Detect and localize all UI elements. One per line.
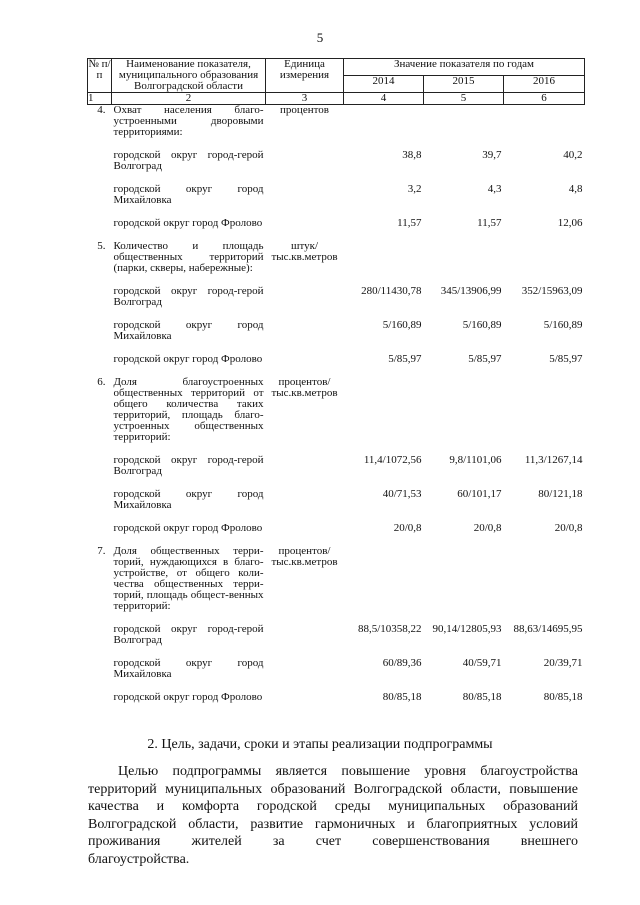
empty-cell [266,320,344,342]
column-number: 5 [424,93,504,105]
empty-cell [424,546,504,612]
value-cell: 88,5/10358,22 [357,623,422,635]
value-cell: 11,3/1267,14 [524,454,583,466]
municipality-row [88,523,585,534]
value-cell: 60/101,17 [457,488,502,500]
empty-cell [504,241,585,274]
municipality-row [88,455,585,477]
municipality-name: городской округ город Михайловка [113,183,264,206]
value-cell: 20/0,8 [393,522,422,534]
municipality-row [88,320,585,342]
value-cell: 80/85,18 [462,691,502,703]
empty-cell [424,105,504,139]
empty-cell [266,184,344,206]
paragraph-line: проживания жителей за счет совершенствования внешнего [88,834,578,850]
empty-cell [88,218,112,229]
value-cell: 5/85,97 [549,353,583,365]
value-cell: 20/0,8 [473,522,502,534]
empty-cell [266,523,344,534]
value-cell: 3,2 [407,183,422,195]
indicator-row [88,105,585,139]
value-cell: 352/15963,09 [521,285,583,297]
page-number: 5 [316,30,324,45]
empty-cell [344,546,424,612]
municipality-row [88,489,585,511]
municipality-row [88,184,585,206]
indicators-table [87,58,585,715]
indicator-number: 4. [97,104,106,116]
value-cell: 88,63/14695,95 [513,623,583,635]
paragraph-line: Волгоградской области, развитие гармоничных и благоприятных условий [88,816,578,832]
value-cell: 90,14/12805,93 [432,623,502,635]
header-year: 2014 [344,76,424,93]
indicator-unit: штук/ тыс.кв.метров [271,240,338,263]
empty-cell [266,286,344,308]
goal-paragraph [88,763,578,869]
empty-cell [266,354,344,365]
municipality-name: городской округ город Фролово [113,353,263,365]
indicator-name: Доля благоустроенных общественных территорий от общего количества таких территорий, площадь благо-устроенных общественных территорий: [113,376,264,443]
municipality-name: городской округ город Фролово [113,691,263,703]
row-spacer [88,703,585,715]
empty-cell [504,546,585,612]
municipality-row [88,658,585,680]
indicator-unit: процентов [280,104,329,116]
header-name: Наименование показателя, муниципального образования Волгоградской области [112,59,266,93]
empty-cell [88,286,112,308]
empty-cell [88,354,112,365]
indicator-name: Доля общественных терри-торий, нуждающихся в благо-устройстве, от общего коли-чества общественных терри-торий, площадь общест-венных территорий: [113,545,264,612]
value-cell: 40/59,71 [462,657,502,669]
value-cell: 280/11430,78 [361,285,422,297]
empty-cell [266,658,344,680]
value-cell: 20/0,8 [554,522,583,534]
value-cell: 40/71,53 [382,488,422,500]
value-cell: 11,57 [477,217,502,229]
municipality-name: городской округ город-герой Волгоград [113,454,264,477]
value-cell: 20/39,71 [543,657,583,669]
municipality-name: городской округ город Фролово [113,217,263,229]
empty-cell [266,489,344,511]
empty-cell [88,184,112,206]
value-cell: 80/121,18 [538,488,583,500]
section-heading: 2. Цель, задачи, сроки и этапы реализации подпрограммы [147,737,493,752]
value-cell: 5/85,97 [388,353,422,365]
municipality-row [88,692,585,703]
value-cell: 60/89,36 [382,657,422,669]
value-cell: 5/160,89 [543,319,583,331]
paragraph-line: территорий муниципальных образований Волгоградской области, повышение [88,781,578,797]
value-cell: 12,06 [557,217,583,229]
empty-cell [266,624,344,646]
empty-cell [344,105,424,139]
indicator-number: 6. [97,376,106,388]
value-cell: 40,2 [563,149,583,161]
value-cell: 345/13906,99 [440,285,502,297]
indicator-unit: процентов/ тыс.кв.метров [271,545,338,568]
indicator-row [88,546,585,612]
indicator-number: 7. [97,545,106,557]
municipality-name: городской округ город-герой Волгоград [113,149,264,172]
indicator-row [88,377,585,443]
municipality-name: городской округ город-герой Волгоград [113,285,264,308]
municipality-row [88,218,585,229]
empty-cell [266,455,344,477]
empty-cell [88,692,112,703]
municipality-name: городской округ город Михайловка [113,488,264,511]
empty-cell [88,624,112,646]
empty-cell [88,658,112,680]
municipality-name: городской округ город-герой Волгоград [113,623,264,646]
empty-cell [344,377,424,443]
value-cell: 5/85,97 [468,353,502,365]
indicator-row [88,241,585,274]
value-cell: 38,8 [402,149,422,161]
empty-cell [344,241,424,274]
empty-cell [424,377,504,443]
header-values-group: Значение показателя по годам [344,59,585,76]
empty-cell [88,455,112,477]
municipality-row [88,354,585,365]
empty-cell [88,523,112,534]
value-cell: 4,8 [568,183,583,195]
municipality-name: городской округ город Михайловка [113,319,264,342]
value-cell: 4,3 [487,183,502,195]
municipality-name: городской округ город Фролово [113,522,263,534]
value-cell: 11,57 [397,217,422,229]
value-cell: 80/85,18 [382,691,422,703]
municipality-row [88,624,585,646]
column-number: 3 [266,93,344,105]
value-cell: 5/160,89 [382,319,422,331]
municipality-row [88,150,585,172]
header-unit: Единица измерения [266,59,344,93]
header-year: 2016 [504,76,585,93]
column-number: 1 [88,93,112,105]
paragraph-line: Целью подпрограммы является повышение уровня благоустройства [118,764,578,779]
empty-cell [88,489,112,511]
column-number: 4 [344,93,424,105]
empty-cell [424,241,504,274]
indicator-name: Охват населения благо-устроенными дворовыми территориями: [113,104,264,138]
empty-cell [504,105,585,139]
paragraph-line: благоустройства. [88,851,190,867]
column-number: 6 [504,93,585,105]
value-cell: 11,4/1072,56 [363,454,422,466]
municipality-row [88,286,585,308]
value-cell: 9,8/1101,06 [449,454,502,466]
indicator-name: Количество и площадь общественных территорий (парки, скверы, набережные): [113,240,264,274]
value-cell: 39,7 [482,149,502,161]
empty-cell [266,218,344,229]
municipality-name: городской округ город Михайловка [113,657,264,680]
paragraph-line: качества и комфорта городской среды муниципальных образований [88,799,578,815]
empty-cell [266,692,344,703]
empty-cell [266,150,344,172]
empty-cell [88,320,112,342]
column-number: 2 [112,93,266,105]
header-no: № п/п [88,59,112,93]
value-cell: 80/85,18 [543,691,583,703]
indicator-number: 5. [97,240,106,252]
value-cell: 5/160,89 [462,319,502,331]
empty-cell [504,377,585,443]
header-year: 2015 [424,76,504,93]
empty-cell [88,150,112,172]
indicator-unit: процентов/ тыс.кв.метров [271,376,338,399]
